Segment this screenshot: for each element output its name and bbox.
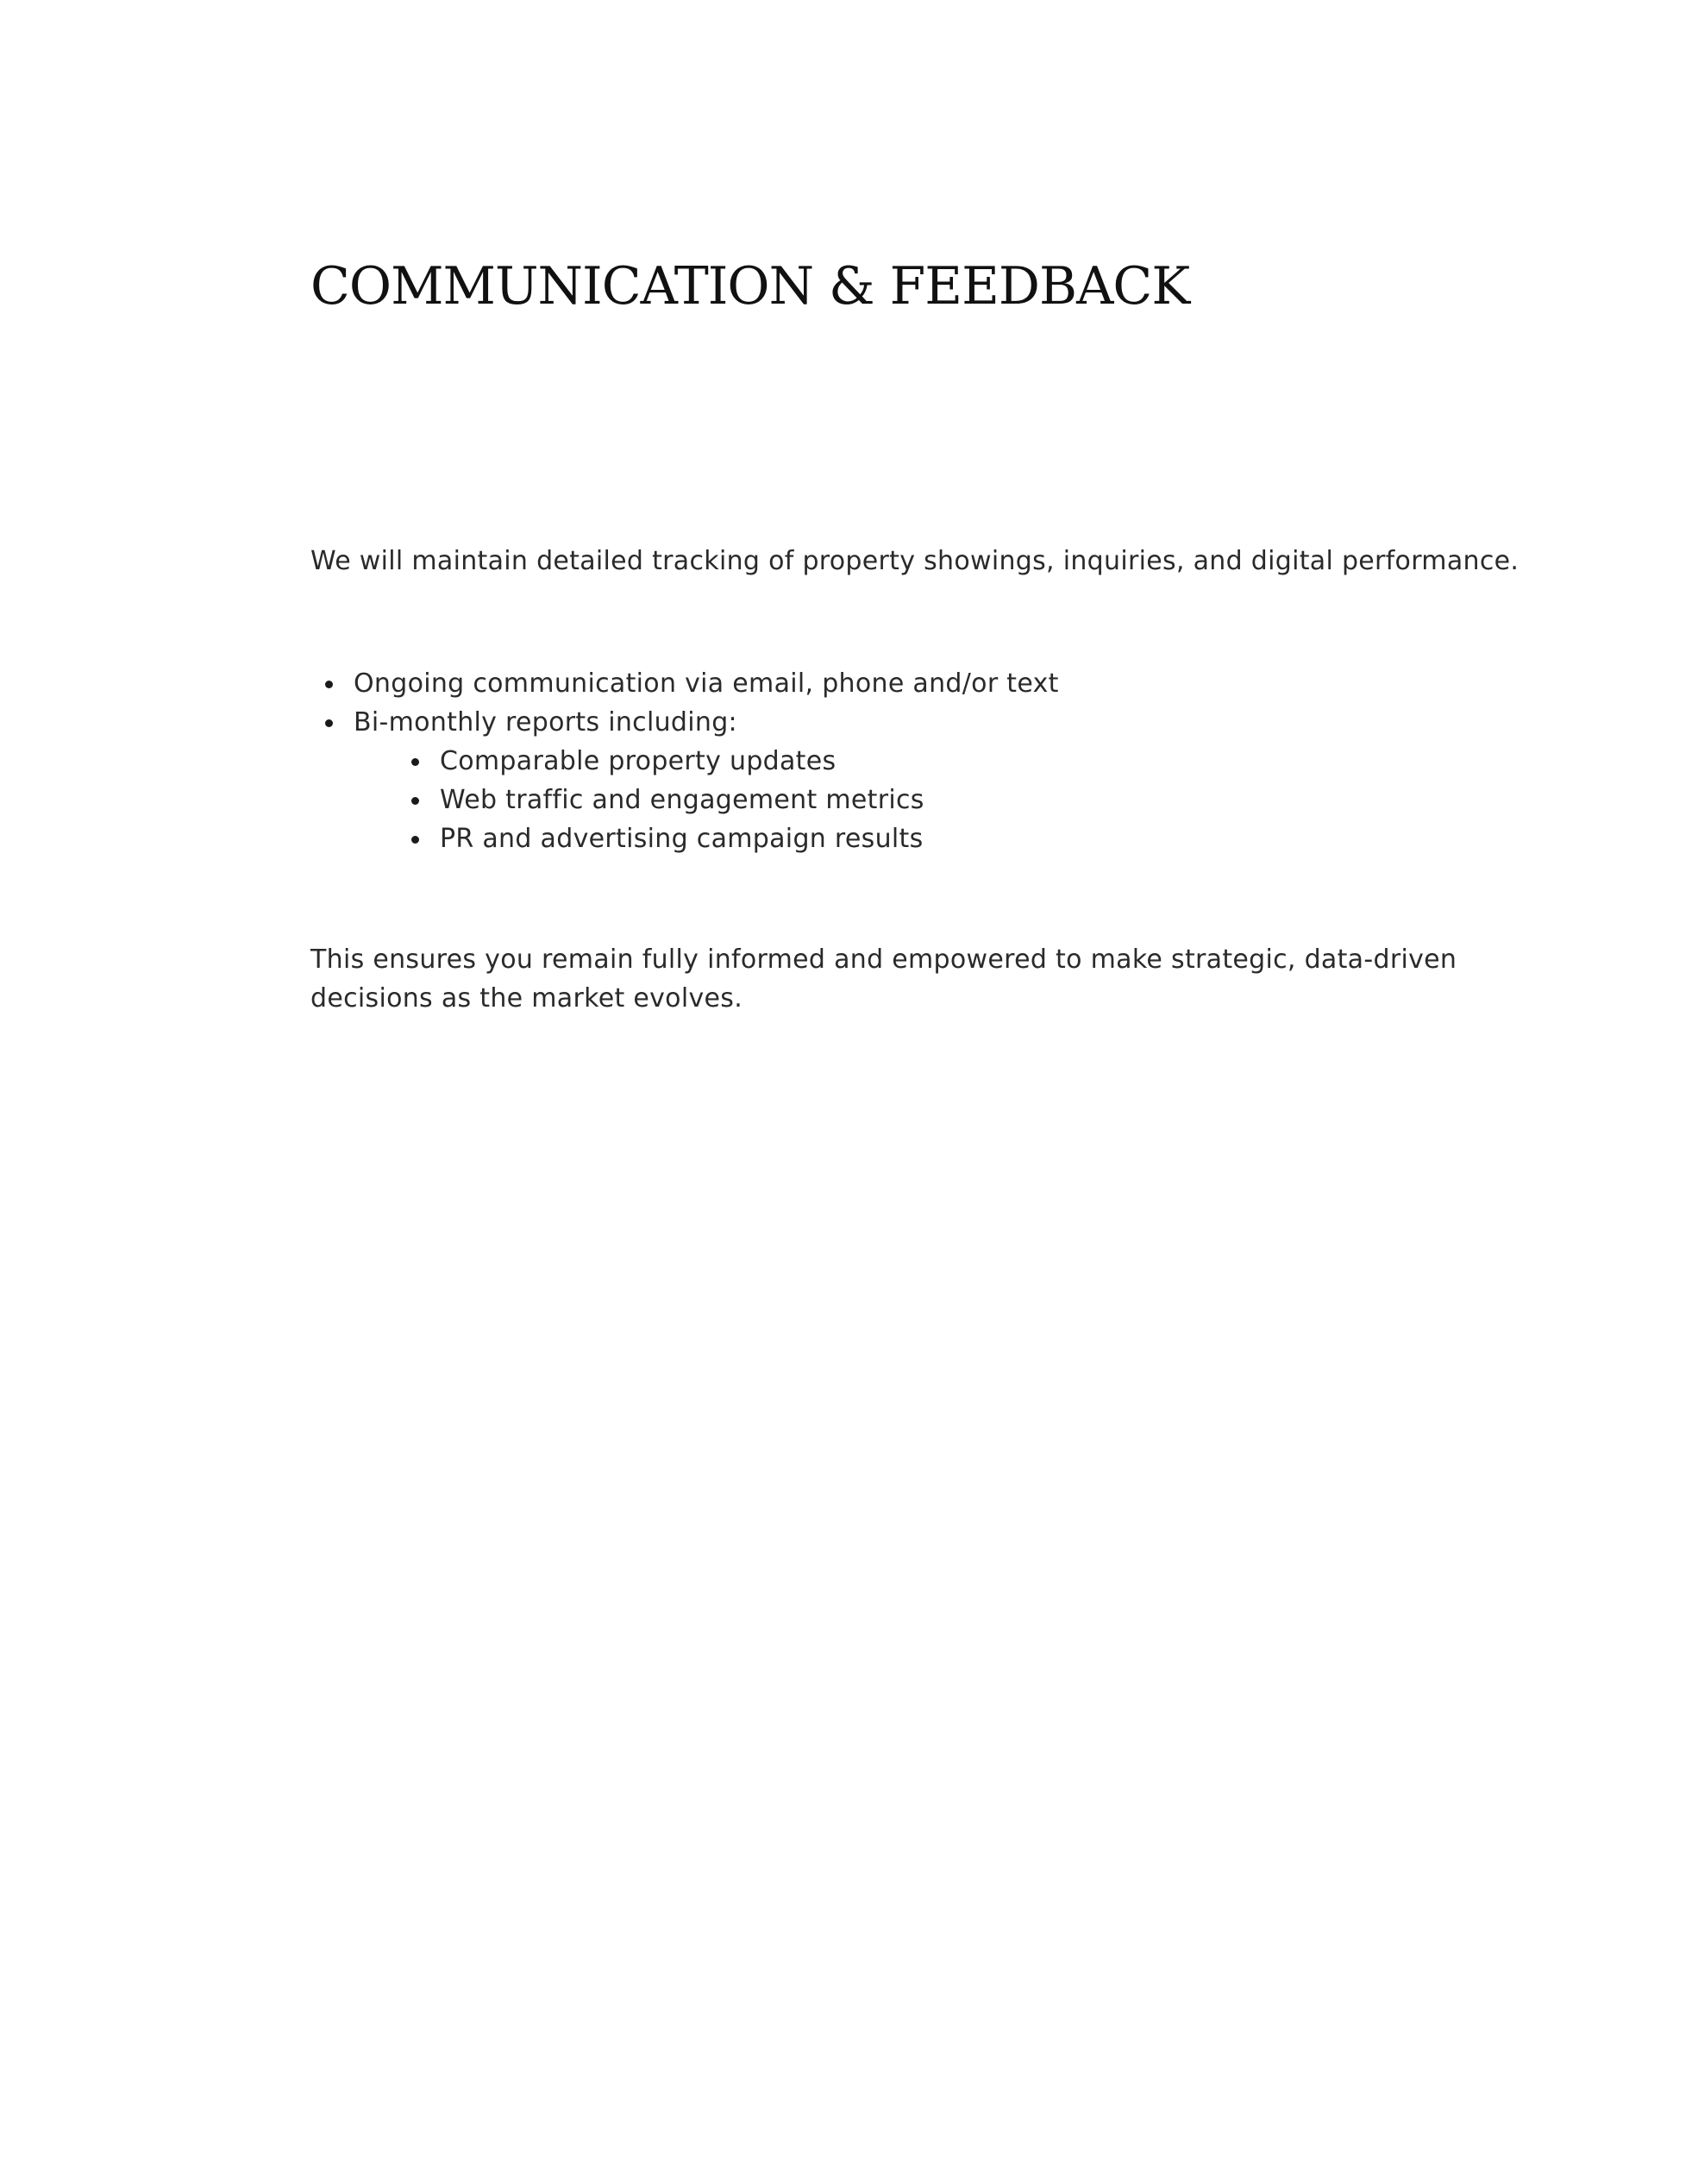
list-item bbox=[310, 664, 1059, 703]
page-title: COMMUNICATION & FEEDBACK bbox=[310, 256, 1190, 317]
list-item-text: PR and advertising campaign results bbox=[440, 824, 924, 854]
closing-paragraph bbox=[310, 940, 1457, 1018]
bullet-icon bbox=[411, 758, 419, 766]
list-item-text: Comparable property updates bbox=[440, 746, 836, 776]
nested-list-item bbox=[397, 819, 1059, 858]
intro-paragraph: We will maintain detailed tracking of property showings, inquiries, and digital performance. bbox=[310, 546, 1519, 576]
bullet-icon bbox=[411, 797, 419, 805]
list-item bbox=[310, 703, 1059, 858]
list-item-text: Web traffic and engagement metrics bbox=[440, 785, 924, 815]
list-item-text: Bi-monthly reports including: bbox=[354, 707, 737, 737]
bullet-icon bbox=[325, 681, 333, 688]
closing-line: This ensures you remain fully informed and empowered to make strategic, data-driven bbox=[310, 945, 1457, 975]
bullet-icon bbox=[325, 719, 333, 727]
closing-line: decisions as the market evolves. bbox=[310, 983, 743, 1014]
bullet-list bbox=[310, 664, 1059, 858]
nested-bullet-list bbox=[354, 742, 1059, 858]
bullet-icon bbox=[411, 836, 419, 844]
list-item-text: Ongoing communication via email, phone and/or text bbox=[354, 668, 1059, 699]
nested-list-item bbox=[397, 781, 1059, 819]
nested-list-item bbox=[397, 742, 1059, 781]
